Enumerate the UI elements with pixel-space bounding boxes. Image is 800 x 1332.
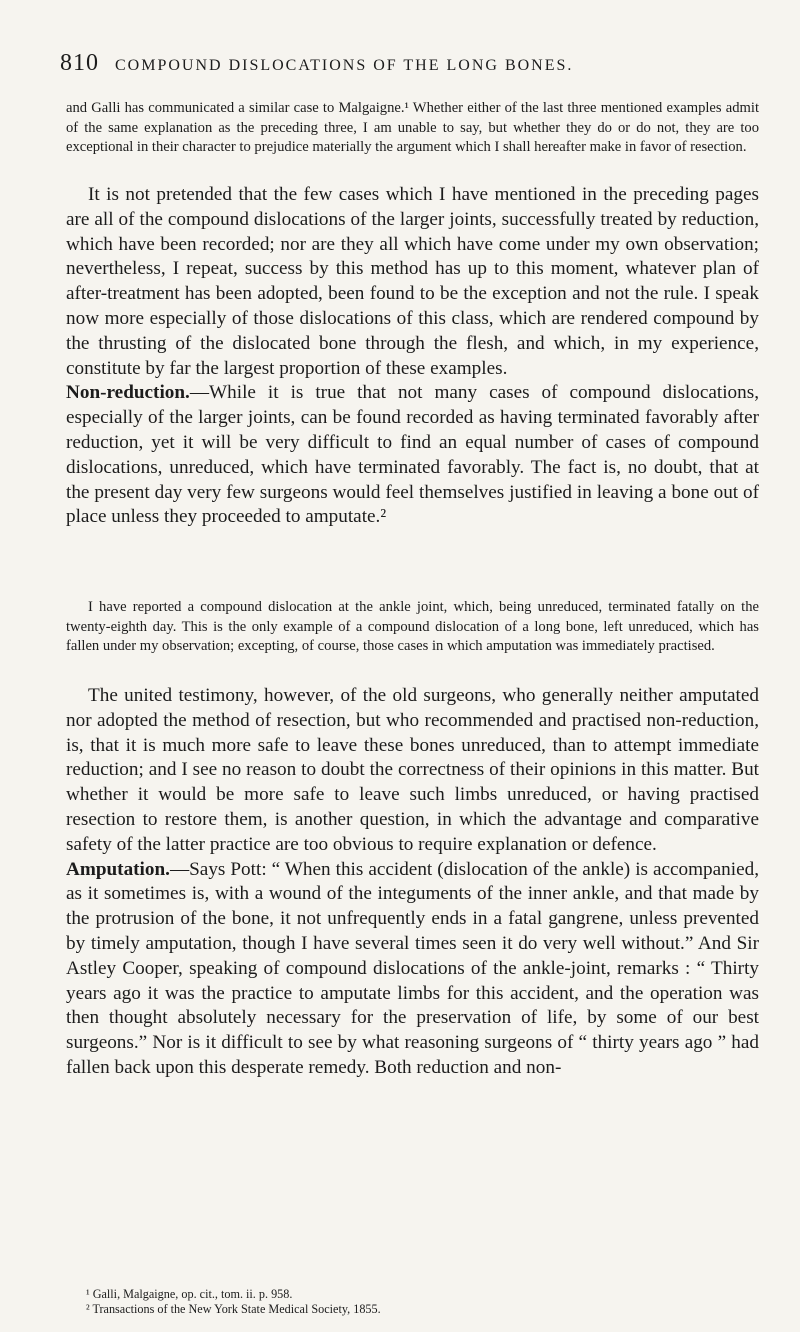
paragraph-4	[66, 684, 759, 1081]
paragraph-3-text: I have reported a compound dislocation at the ankle joint, which, being unreduced, terminated fatally on the twenty-eighth day. This is the only example of a compound dislocation of a long bone, left unreduced, which has fallen under my observation; excepting, of course, those cases in which amputation was immediately practised.	[66, 599, 759, 654]
footnote-2: ² Transactions of the New York State Medical Society, 1855.	[86, 1302, 381, 1316]
paragraph-non-reduction-text: —While it is true that not many cases of compound dislocations, especially of the larger joints, can be found recorded as having terminated favorably after reduction, yet it will be very difficult to find an equal number of cases of compound dislocations, unreduced, which have terminated favorably. The fact is, no doubt, that at the present day very few surgeons would feel themselves justified in leaving a bone out of place unless they proceeded to amputate.²	[66, 382, 759, 528]
paragraph-1	[66, 99, 759, 158]
running-title: COMPOUND DISLOCATIONS OF THE LONG BONES.	[115, 57, 574, 74]
running-head	[60, 50, 760, 77]
page-number: 810	[60, 50, 99, 76]
paragraph-2	[66, 183, 759, 530]
footnote-1: ¹ Galli, Malgaigne, op. cit., tom. ii. p. 958.	[86, 1287, 293, 1301]
paragraph-3	[66, 598, 759, 657]
paragraph-non-reduction	[66, 381, 759, 530]
paragraph-1-text: and Galli has communicated a similar case to Malgaigne.¹ Whether either of the last three mentioned examples admit of the same explanation as the preceding three, I am unable to say, but whether they do or do not, they are too exceptional in their character to prejudice materially the argument which I shall hereafter make in favor of resection.	[66, 100, 759, 155]
heading-amputation: Amputation.	[66, 858, 170, 880]
paragraph-amputation-text: —Says Pott: “ When this accident (dislocation of the ankle) is accompanied, as it sometimes is, with a wound of the integuments of the inner ankle, and that made by the protrusion of the bone, it not unfrequently ends in a fatal gangrene, unless prevented by timely amputation, though I have several times seen it do very well without.” And Sir Astley Cooper, speaking of compound dislocations of the ankle-joint, remarks : “ Thirty years ago it was the practice to amputate limbs for this accident, and the operation was then thought absolutely necessary for the preservation of life, by some of our best surgeons.” Nor is it difficult to see by what reasoning surgeons of “ thirty years ago ” had fallen back upon this desperate remedy. Both reduction and non-	[66, 858, 759, 1078]
paragraph-4-text: The united testimony, however, of the old surgeons, who generally neither amputated nor adopted the method of resection, but who recommended and practised non-reduction, is, that it is much more safe to leave these bones unreduced, than to attempt immediate reduction; and I see no reason to doubt the correctness of their opinions in this matter. But whether it would be more safe to leave such limbs unreduced, or having practised resection to restore them, is another question, in which the advantage and comparative safety of the latter practice are too obvious to require explanation or defence.	[66, 685, 759, 855]
heading-non-reduction: Non-reduction.	[66, 382, 190, 404]
paragraph-2-text: It is not pretended that the few cases which I have mentioned in the preceding pages are all of the compound dislocations of the larger joints, successfully treated by reduction, which have been recorded; nor are they all which have come under my own observation; nevertheless, I repeat, success by this method has up to this moment, whatever plan of after-treatment has been adopted, been found to be the exception and not the rule. I speak now more especially of those dislocations of this class, which are rendered compound by the thrusting of the dislocated bone through the flesh, and which, in my experience, constitute by far the largest proportion of these examples.	[66, 184, 759, 379]
paragraph-amputation	[66, 858, 759, 1081]
footnotes	[66, 1287, 759, 1317]
